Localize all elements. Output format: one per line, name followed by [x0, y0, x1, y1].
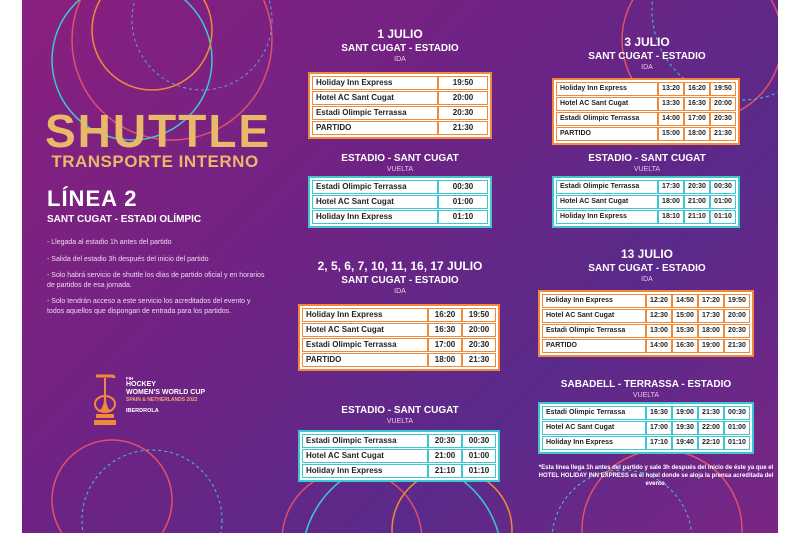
- time-cell: 21:30: [462, 353, 496, 367]
- stop-name: Holiday Inn Express: [542, 436, 646, 450]
- time-cell: 21:30: [698, 406, 724, 420]
- table-row: [542, 324, 750, 338]
- table-row: [312, 91, 488, 105]
- table-row: [302, 464, 496, 478]
- stop-name: Estadi Olimpic Terrassa: [312, 180, 438, 194]
- schedule-header: [538, 378, 754, 400]
- table-row: [312, 195, 488, 209]
- schedule-table: [552, 176, 740, 228]
- time-cell: 01:10: [462, 464, 496, 478]
- stop-name: Holiday Inn Express: [302, 464, 428, 478]
- time-cell: 15:00: [658, 127, 684, 141]
- time-cell: 01:10: [710, 210, 736, 224]
- direction-label: VUELTA: [632, 392, 660, 399]
- logo-line1: HOCKEY: [126, 381, 156, 388]
- time-cell: 15:30: [672, 324, 698, 338]
- time-cell: 18:00: [658, 195, 684, 209]
- direction-label: VUELTA: [386, 418, 414, 425]
- direction-label: IDA: [394, 56, 406, 63]
- schedule-header: [290, 258, 510, 296]
- schedule-table: [538, 402, 754, 454]
- route-title: ESTADIO - SANT CUGAT: [588, 153, 706, 164]
- schedule-header: [290, 404, 510, 426]
- time-cell: 00:30: [710, 180, 736, 194]
- schedule-header: [542, 34, 752, 72]
- time-cell: 17:00: [646, 421, 672, 435]
- table-row: [302, 308, 496, 322]
- note-item: - Salida del estadio 3h después del inicio del partido: [47, 255, 209, 263]
- schedule-header: [300, 26, 500, 64]
- schedule-table: [552, 78, 740, 145]
- time-cell: 20:30: [428, 434, 462, 448]
- table-row: [312, 180, 488, 194]
- time-cell: 19:40: [672, 436, 698, 450]
- time-cell: 14:00: [658, 112, 684, 126]
- time-cell: 12:30: [646, 309, 672, 323]
- schedule-date: 1 JULIO: [377, 27, 423, 41]
- stop-name: PARTIDO: [312, 121, 438, 135]
- time-cell: 21:10: [684, 210, 710, 224]
- stop-name: Hotel AC Sant Cugat: [556, 97, 658, 111]
- time-cell: 16:20: [428, 308, 462, 322]
- stop-name: Hotel AC Sant Cugat: [556, 195, 658, 209]
- stop-name: PARTIDO: [556, 127, 658, 141]
- time-cell: 21:30: [724, 339, 750, 353]
- notes-list: [47, 238, 267, 323]
- table-row: [556, 82, 736, 96]
- stop-name: Estadi Olimpic Terrassa: [302, 338, 428, 352]
- schedule-table: [298, 430, 500, 482]
- time-cell: 18:00: [684, 127, 710, 141]
- footnote: *Esta línea llega 1h antes del partido y sale 3h después del inicio de éste ya que el HOTEL HOLIDAY INN EXPRESS es el hotel donde se aloja la prensa acreditada del evento.: [538, 465, 774, 487]
- table-row: [312, 106, 488, 120]
- logo-line2: WOMEN'S WORLD CUP: [126, 389, 206, 396]
- stop-name: Hotel AC Sant Cugat: [312, 91, 438, 105]
- table-row: [542, 309, 750, 323]
- time-cell: 21:10: [428, 464, 462, 478]
- stop-name: Estadi Olimpic Terrassa: [556, 180, 658, 194]
- route-title: ESTADIO - SANT CUGAT: [341, 405, 459, 416]
- time-cell: 14:50: [672, 294, 698, 308]
- note-item: - Solo habrá servicio de shuttle los días de partido oficial y en horarios de partidos de esa jornada.: [47, 272, 265, 289]
- time-cell: 16:30: [672, 339, 698, 353]
- time-cell: 17:20: [698, 294, 724, 308]
- direction-label: IDA: [641, 64, 653, 71]
- time-cell: 01:00: [438, 195, 488, 209]
- time-cell: 18:10: [658, 210, 684, 224]
- stop-name: Holiday Inn Express: [542, 294, 646, 308]
- table-row: [556, 195, 736, 209]
- table-row: [542, 421, 750, 435]
- time-cell: 17:30: [698, 309, 724, 323]
- time-cell: 00:30: [724, 406, 750, 420]
- table-row: [312, 210, 488, 224]
- time-cell: 20:00: [710, 97, 736, 111]
- time-cell: 20:30: [438, 106, 488, 120]
- time-cell: 01:00: [710, 195, 736, 209]
- stop-name: Hotel AC Sant Cugat: [312, 195, 438, 209]
- time-cell: 22:00: [698, 421, 724, 435]
- table-row: [556, 210, 736, 224]
- time-cell: 20:30: [724, 324, 750, 338]
- time-cell: 19:50: [462, 308, 496, 322]
- table-row: [302, 323, 496, 337]
- direction-label: VUELTA: [386, 166, 414, 173]
- schedule-date: 3 JULIO: [624, 35, 670, 49]
- direction-label: IDA: [394, 288, 406, 295]
- time-cell: 17:30: [658, 180, 684, 194]
- table-row: [542, 339, 750, 353]
- time-cell: 19:00: [698, 339, 724, 353]
- schedule-header: [300, 152, 500, 174]
- time-cell: 20:30: [684, 180, 710, 194]
- time-cell: 13:00: [646, 324, 672, 338]
- time-cell: 14:00: [646, 339, 672, 353]
- schedule-table: [298, 304, 500, 371]
- time-cell: 20:00: [438, 91, 488, 105]
- table-row: [542, 294, 750, 308]
- line-route: SANT CUGAT - ESTADI OLÍMPIC: [47, 214, 202, 225]
- time-cell: 19:50: [724, 294, 750, 308]
- time-cell: 21:00: [428, 449, 462, 463]
- time-cell: 17:00: [428, 338, 462, 352]
- table-row: [542, 436, 750, 450]
- route-title: SANT CUGAT - ESTADIO: [341, 43, 459, 54]
- table-row: [556, 180, 736, 194]
- stop-name: Holiday Inn Express: [302, 308, 428, 322]
- table-row: [302, 353, 496, 367]
- logo-sponsor: IBERDROLA: [126, 408, 159, 414]
- table-row: [302, 449, 496, 463]
- stop-name: Holiday Inn Express: [556, 82, 658, 96]
- time-cell: 01:10: [438, 210, 488, 224]
- stop-name: Holiday Inn Express: [312, 76, 438, 90]
- logo-fih: FIH: [126, 376, 134, 381]
- stop-name: Hotel AC Sant Cugat: [302, 449, 428, 463]
- stop-name: PARTIDO: [542, 339, 646, 353]
- time-cell: 17:00: [684, 112, 710, 126]
- table-row: [312, 76, 488, 90]
- time-cell: 16:30: [684, 97, 710, 111]
- time-cell: 01:00: [724, 421, 750, 435]
- stop-name: Hotel AC Sant Cugat: [542, 309, 646, 323]
- time-cell: 19:00: [672, 406, 698, 420]
- stop-name: Estadi Olimpic Terrassa: [542, 324, 646, 338]
- stop-name: Estadi Olimpic Terrassa: [542, 406, 646, 420]
- time-cell: 19:30: [672, 421, 698, 435]
- schedule-date: 2, 5, 6, 7, 10, 11, 16, 17 JULIO: [317, 259, 483, 273]
- time-cell: 19:50: [438, 76, 488, 90]
- time-cell: 21:00: [684, 195, 710, 209]
- time-cell: 00:30: [438, 180, 488, 194]
- poster-title: SHUTTLE: [45, 105, 272, 157]
- time-cell: 20:30: [462, 338, 496, 352]
- time-cell: 16:30: [646, 406, 672, 420]
- stop-name: Hotel AC Sant Cugat: [302, 323, 428, 337]
- schedule-table: [308, 176, 492, 228]
- time-cell: 16:30: [428, 323, 462, 337]
- table-row: [312, 121, 488, 135]
- time-cell: 20:30: [710, 112, 736, 126]
- table-row: [302, 434, 496, 448]
- time-cell: 20:00: [462, 323, 496, 337]
- time-cell: 21:30: [710, 127, 736, 141]
- time-cell: 01:10: [724, 436, 750, 450]
- time-cell: 12:20: [646, 294, 672, 308]
- table-row: [556, 127, 736, 141]
- time-cell: 00:30: [462, 434, 496, 448]
- direction-label: VUELTA: [633, 166, 661, 173]
- table-row: [542, 406, 750, 420]
- stop-name: Estadi Olimpic Terrassa: [556, 112, 658, 126]
- route-title: SANT CUGAT - ESTADIO: [588, 263, 706, 274]
- stop-name: PARTIDO: [302, 353, 428, 367]
- time-cell: 20:00: [724, 309, 750, 323]
- route-title: ESTADIO - SANT CUGAT: [341, 153, 459, 164]
- stop-name: Estadi Olimpic Terrassa: [312, 106, 438, 120]
- time-cell: 18:00: [698, 324, 724, 338]
- direction-label: IDA: [641, 276, 653, 283]
- route-title: SABADELL - TERRASSA - ESTADIO: [560, 379, 732, 390]
- table-row: [302, 338, 496, 352]
- schedule-table: [538, 290, 754, 357]
- schedule-table: [308, 72, 492, 139]
- poster-subtitle: TRANSPORTE INTERNO: [51, 152, 259, 171]
- stop-name: Estadi Olimpic Terrassa: [302, 434, 428, 448]
- time-cell: 13:20: [658, 82, 684, 96]
- route-title: SANT CUGAT - ESTADIO: [341, 275, 459, 286]
- schedule-header: [542, 152, 752, 174]
- note-item: - Llegada al estadio 1h antes del partido: [47, 239, 172, 246]
- note-item: - Solo tendrán acceso a este servicio los acreditados del evento y todos aquellos que dispongan de entrada para los partidos.: [47, 298, 251, 315]
- time-cell: 21:30: [438, 121, 488, 135]
- time-cell: 22:10: [698, 436, 724, 450]
- time-cell: 13:30: [658, 97, 684, 111]
- logo-line3: SPAIN & NETHERLANDS 2022: [126, 397, 198, 403]
- stop-name: Holiday Inn Express: [312, 210, 438, 224]
- schedule-date: 13 JULIO: [620, 247, 674, 261]
- time-cell: 15:00: [672, 309, 698, 323]
- table-row: [556, 97, 736, 111]
- time-cell: 17:10: [646, 436, 672, 450]
- schedule-header: [542, 246, 752, 284]
- time-cell: 18:00: [428, 353, 462, 367]
- time-cell: 01:00: [462, 449, 496, 463]
- shuttle-poster: [22, 0, 778, 533]
- line-title: LÍNEA 2: [47, 186, 138, 211]
- route-title: SANT CUGAT - ESTADIO: [588, 51, 706, 62]
- logo-text: [126, 376, 205, 414]
- time-cell: 19:50: [710, 82, 736, 96]
- stop-name: Holiday Inn Express: [556, 210, 658, 224]
- time-cell: 16:20: [684, 82, 710, 96]
- table-row: [556, 112, 736, 126]
- stop-name: Hotel AC Sant Cugat: [542, 421, 646, 435]
